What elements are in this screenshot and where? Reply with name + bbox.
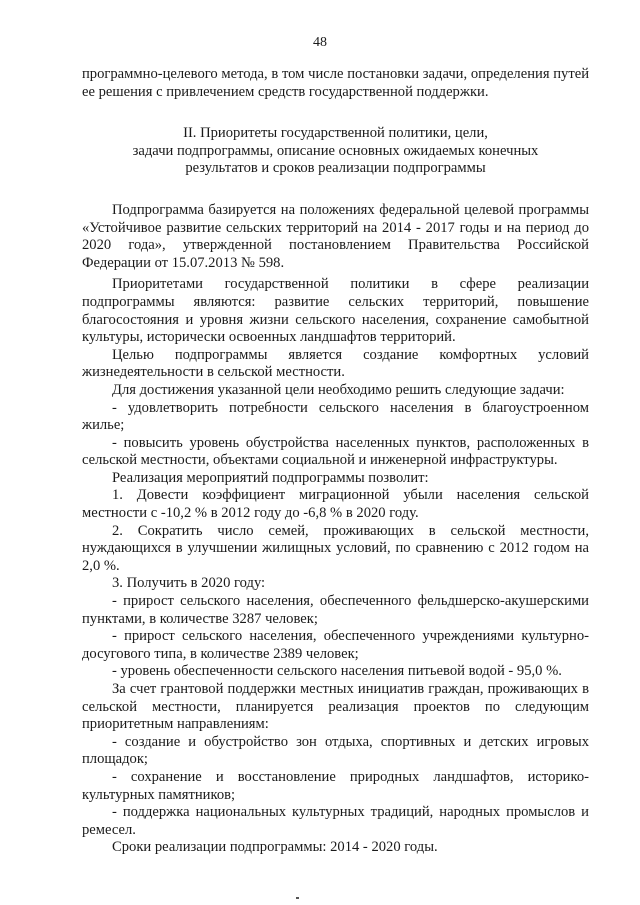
- page-number: 48: [313, 35, 327, 50]
- direction-item-recreation: - создание и обустройство зон отдыха, спортивных и детских игровых площадок;: [82, 733, 589, 768]
- result-subitem-water: - уровень обеспеченности сельского населения питьевой водой - 95,0 %.: [112, 663, 562, 680]
- paragraph-priorities: Приоритетами государственной политики в сфере реализации подпрограммы являются: развитие сельских территорий, повышение благосостояния и уровня жизни сельского населения, сохранение самобытной культуры, исторически освоенных ландшафтов территорий.: [82, 276, 589, 346]
- direction-item-traditions: - поддержка национальных культурных традиций, народных промыслов и ремесел.: [82, 804, 589, 838]
- paragraph-tasks-intro: Для достижения указанной цели необходимо решить следующие задачи:: [112, 381, 565, 398]
- document-body: [82, 66, 589, 857]
- heading-line-2: задачи подпрограммы, описание основных ожидаемых конечных: [132, 142, 539, 159]
- result-item-3: 3. Получить в 2020 году:: [112, 575, 266, 592]
- heading-line-3: результатов и сроков реализации подпрограммы: [185, 160, 486, 177]
- paragraph-timeline: Сроки реализации подпрограммы: 2014 - 2020 годы.: [112, 839, 438, 856]
- direction-item-heritage: - сохранение и восстановление природных ландшафтов, историко-культурных памятников;: [82, 768, 589, 803]
- intro-paragraph: программно-целевого метода, в том числе постановки задачи, определения путей ее решения с привлечением средств государственной поддержки.: [82, 66, 589, 100]
- task-item-housing: - удовлетворить потребности сельского населения в благоустроенном жилье;: [82, 399, 589, 434]
- paragraph-basis: Подпрограмма базируется на положениях федеральной целевой программы «Устойчивое развитие сельских территорий на 2014 - 2017 годы и на период до 2020 года», утвержденной постановлением Правительства Российской Федерации от 15.07.2013 № 598.: [82, 201, 589, 271]
- result-subitem-fap: - прирост сельского населения, обеспеченного фельдшерско-акушерскими пунктами, в количестве 3287 человек;: [82, 593, 589, 627]
- heading-line-1: II. Приоритеты государственной политики, цели,: [183, 125, 488, 142]
- result-item-2: 2. Сократить число семей, проживающих в сельской местности, нуждающихся в улучшении жилищных условий, по сравнению с 2012 годом на 2,0 %.: [82, 522, 589, 574]
- scan-mark: [296, 897, 299, 899]
- paragraph-results-intro: Реализация мероприятий подпрограммы позволит:: [112, 469, 429, 486]
- section-heading: [82, 125, 589, 178]
- paragraph-goal: Целью подпрограммы является создание комфортных условий жизнедеятельности в сельской местности.: [82, 346, 589, 381]
- result-subitem-culture: - прирост сельского населения, обеспеченного учреждениями культурно-досугового типа, в количестве 2389 человек;: [82, 628, 589, 662]
- result-item-1: 1. Довести коэффициент миграционной убыли населения сельской местности с -10,2 % в 2012 году до -6,8 % в 2020 году.: [82, 487, 589, 522]
- task-item-infrastructure: - повысить уровень обустройства населенных пунктов, расположенных в сельской местности, объектами социальной и инженерной инфраструктуры.: [82, 434, 589, 469]
- paragraph-grant-support: За счет грантовой поддержки местных инициатив граждан, проживающих в сельской местности, планируется реализация проектов по следующим приоритетным направлениям:: [82, 681, 589, 733]
